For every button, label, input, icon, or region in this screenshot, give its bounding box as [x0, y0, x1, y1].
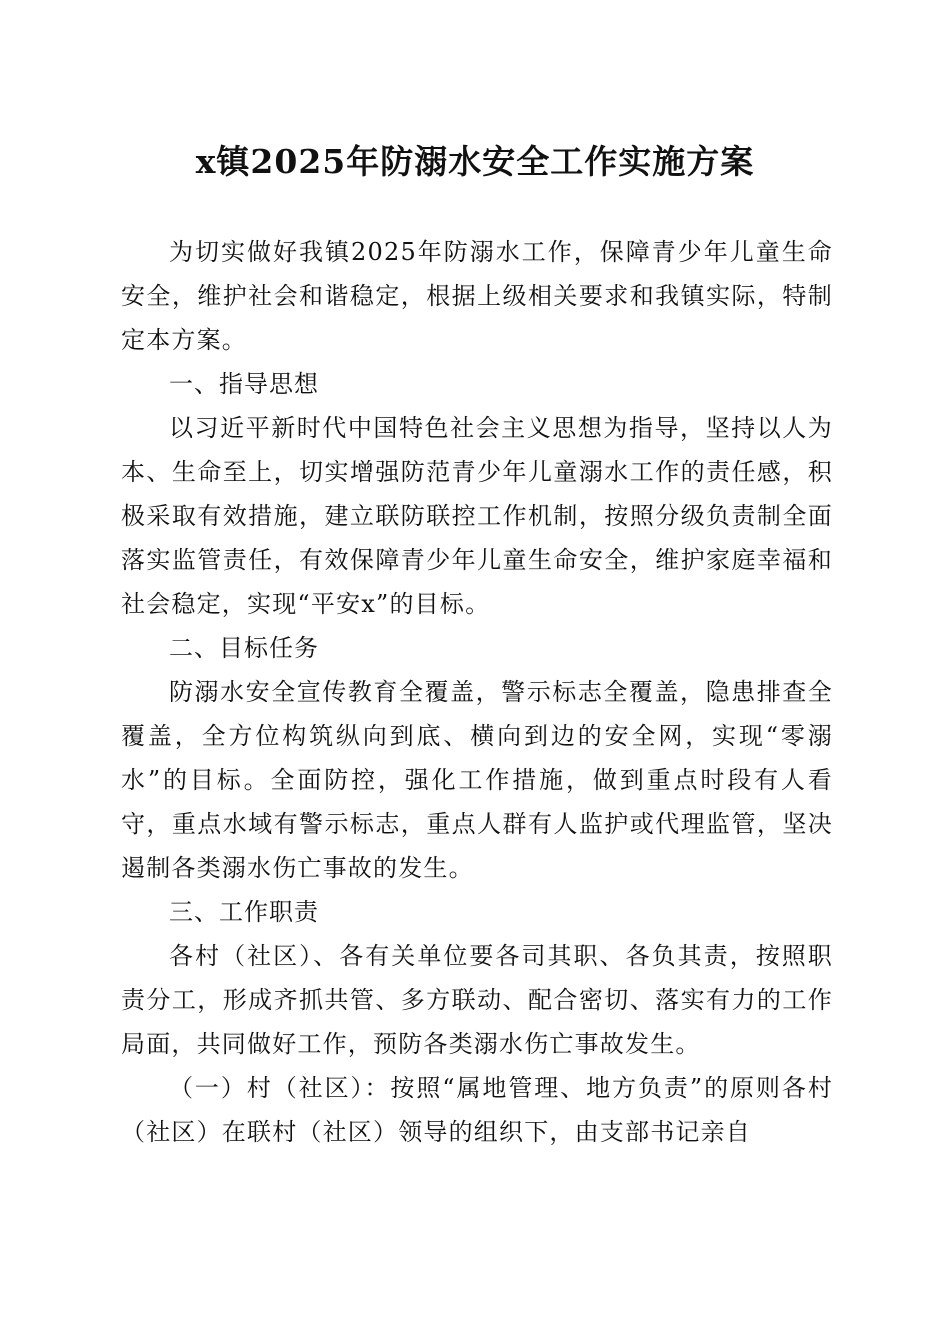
section-heading-work-duties: 三、工作职责: [169, 898, 319, 926]
document-body: [121, 230, 833, 1154]
section-heading-guiding-ideology: 一、指导思想: [169, 370, 319, 398]
intro-paragraph: 为切实做好我镇2025年防溺水工作，保障青少年儿童生命安全，维护社会和谐稳定，根据上级相关要求和我镇实际，特制定本方案。: [121, 238, 833, 354]
section-paragraph-goals-tasks: 防溺水安全宣传教育全覆盖，警示标志全覆盖，隐患排查全覆盖，全方位构筑纵向到底、横向到边的安全网，实现“零溺水”的目标。全面防控，强化工作措施，做到重点时段有人看守，重点水域有警示标志，重点人群有人监护或代理监管，坚决遏制各类溺水伤亡事故的发生。: [121, 678, 833, 882]
section-paragraph-guiding-ideology: 以习近平新时代中国特色社会主义思想为指导，坚持以人为本、生命至上，切实增强防范青少年儿童溺水工作的责任感，积极采取有效措施，建立联防联控工作机制，按照分级负责制全面落实监管责任，有效保障青少年儿童生命安全，维护家庭幸福和社会稳定，实现“平安x”的目标。: [121, 414, 833, 618]
section-heading-goals-tasks: 二、目标任务: [169, 634, 319, 662]
document-title: x镇2025年防溺水安全工作实施方案: [195, 142, 755, 181]
subsection-village-community: （一）村（社区）：按照“属地管理、地方负责”的原则各村（社区）在联村（社区）领导的组织下，由支部书记亲自: [121, 1074, 833, 1146]
section-paragraph-work-duties: 各村（社区）、各有关单位要各司其职、各负其责，按照职责分工，形成齐抓共管、多方联动、配合密切、落实有力的工作局面，共同做好工作，预防各类溺水伤亡事故发生。: [121, 942, 833, 1058]
